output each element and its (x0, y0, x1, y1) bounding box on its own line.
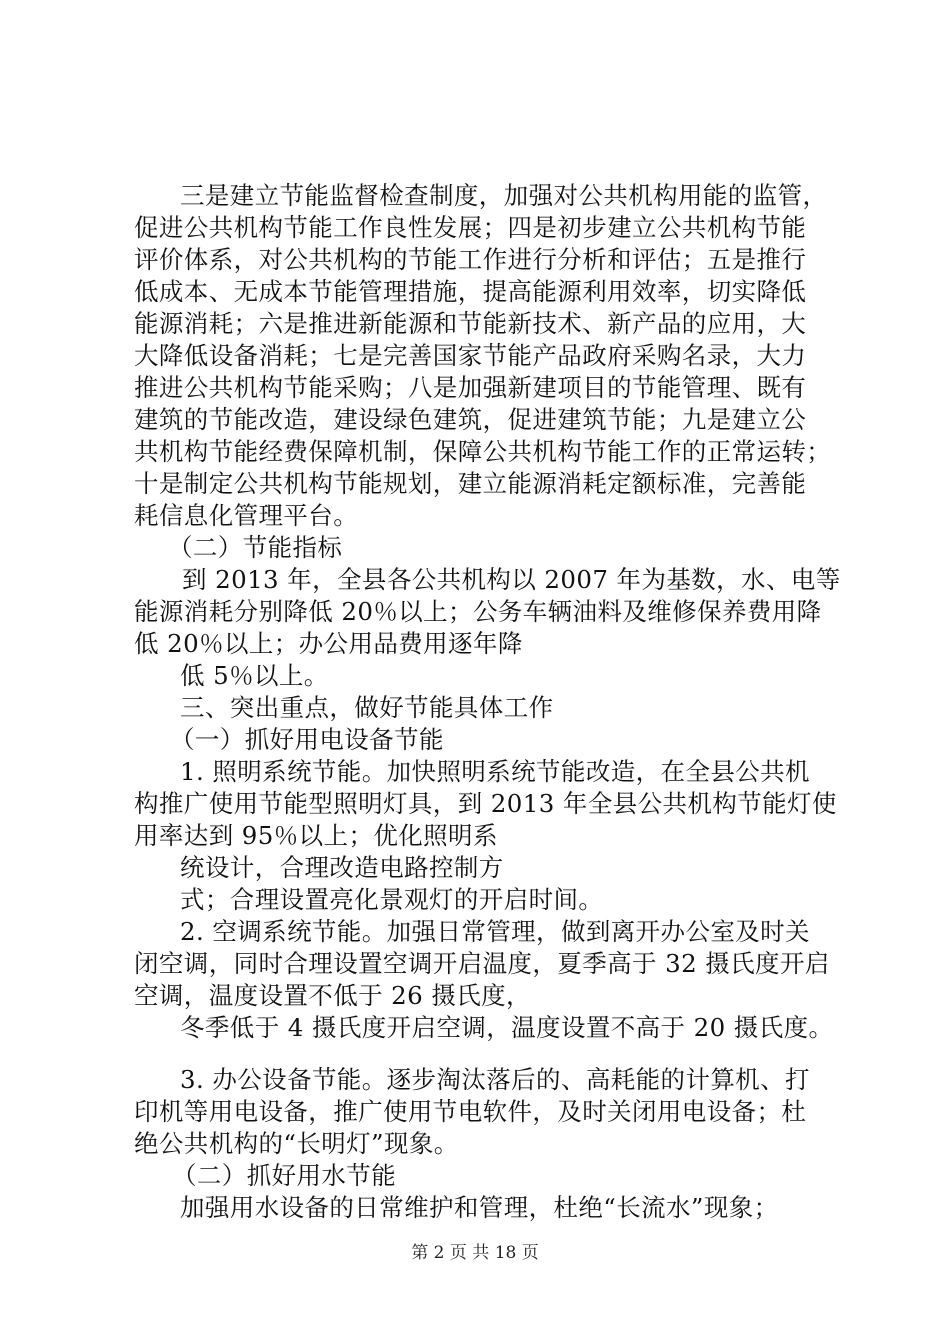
text-line: 统设计，合理改造电路控制方 (180, 853, 504, 882)
text-line: 耗信息化管理平台。 (134, 501, 359, 530)
page-number-footer: 第 2 页 共 18 页 (411, 1243, 539, 1263)
text-line: 闭空调，同时合理设置空调开启温度，夏季高于 32 摄氏度开启 (134, 949, 830, 978)
section-heading: 三、突出重点，做好节能具体工作 (180, 693, 554, 722)
text-line: 能源消耗分别降低 20％以上；公务车辆油料及维修保养费用降 (134, 597, 822, 626)
text-line: 低 20％以上；办公用品费用逐年降 (134, 629, 523, 658)
text-line: 评价体系，对公共机构的节能工作进行分析和评估；五是推行 (134, 245, 807, 274)
text-line: 大降低设备消耗；七是完善国家节能产品政府采购名录，大力 (134, 341, 807, 370)
text-line: 共机构节能经费保障机制，保障公共机构节能工作的正常运转； (134, 437, 832, 466)
text-line: 三是建立节能监督检查制度，加强对公共机构用能的监管， (180, 181, 828, 210)
text-line: 3. 办公设备节能。逐步淘汰落后的、高耗能的计算机、打 (180, 1065, 810, 1094)
text-line: 绝公共机构的“长明灯”现象。 (134, 1129, 459, 1158)
text-line: 冬季低于 4 摄氏度开启空调，温度设置不高于 20 摄氏度。 (180, 1013, 834, 1042)
text-line: 到 2013 年，全县各公共机构以 2007 年为基数，水、电等 (182, 565, 841, 594)
text-line: 用率达到 95％以上；优化照明系 (134, 821, 498, 850)
text-line: 推进公共机构节能采购；八是加强新建项目的节能管理、既有 (134, 373, 807, 402)
text-line: 2. 空调系统节能。加强日常管理，做到离开办公室及时关 (180, 917, 810, 946)
text-line: 1. 照明系统节能。加快照明系统节能改造，在全县公共机 (180, 757, 810, 786)
text-line: 能源消耗；六是推进新能源和节能新技术、新产品的应用，大 (134, 309, 807, 338)
section-heading: （一）抓好用电设备节能 (170, 725, 444, 754)
text-line: 低成本、无成本节能管理措施，提高能源利用效率，切实降低 (134, 277, 807, 306)
text-line: 建筑的节能改造，建设绿色建筑，促进建筑节能；九是建立公 (134, 405, 807, 434)
text-line: 低 5％以上。 (180, 661, 329, 690)
text-line: 加强用水设备的日常维护和管理，杜绝“长流水”现象； (180, 1193, 779, 1222)
text-line: 式；合理设置亮化景观灯的开启时间。 (180, 885, 604, 914)
text-line: 空调，温度设置不低于 26 摄氏度， (134, 981, 531, 1010)
text-line: 十是制定公共机构节能规划，建立能源消耗定额标准，完善能 (134, 469, 807, 498)
text-line: 构推广使用节能型照明灯具，到 2013 年全县公共机构节能灯使 (134, 789, 837, 818)
section-heading: （二）抓好用水节能 (172, 1161, 397, 1190)
text-line: 印机等用电设备，推广使用节电软件，及时关闭用电设备；杜 (134, 1097, 807, 1126)
section-heading: （二）节能指标 (168, 533, 343, 562)
text-line: 促进公共机构节能工作良性发展；四是初步建立公共机构节能 (134, 213, 807, 242)
